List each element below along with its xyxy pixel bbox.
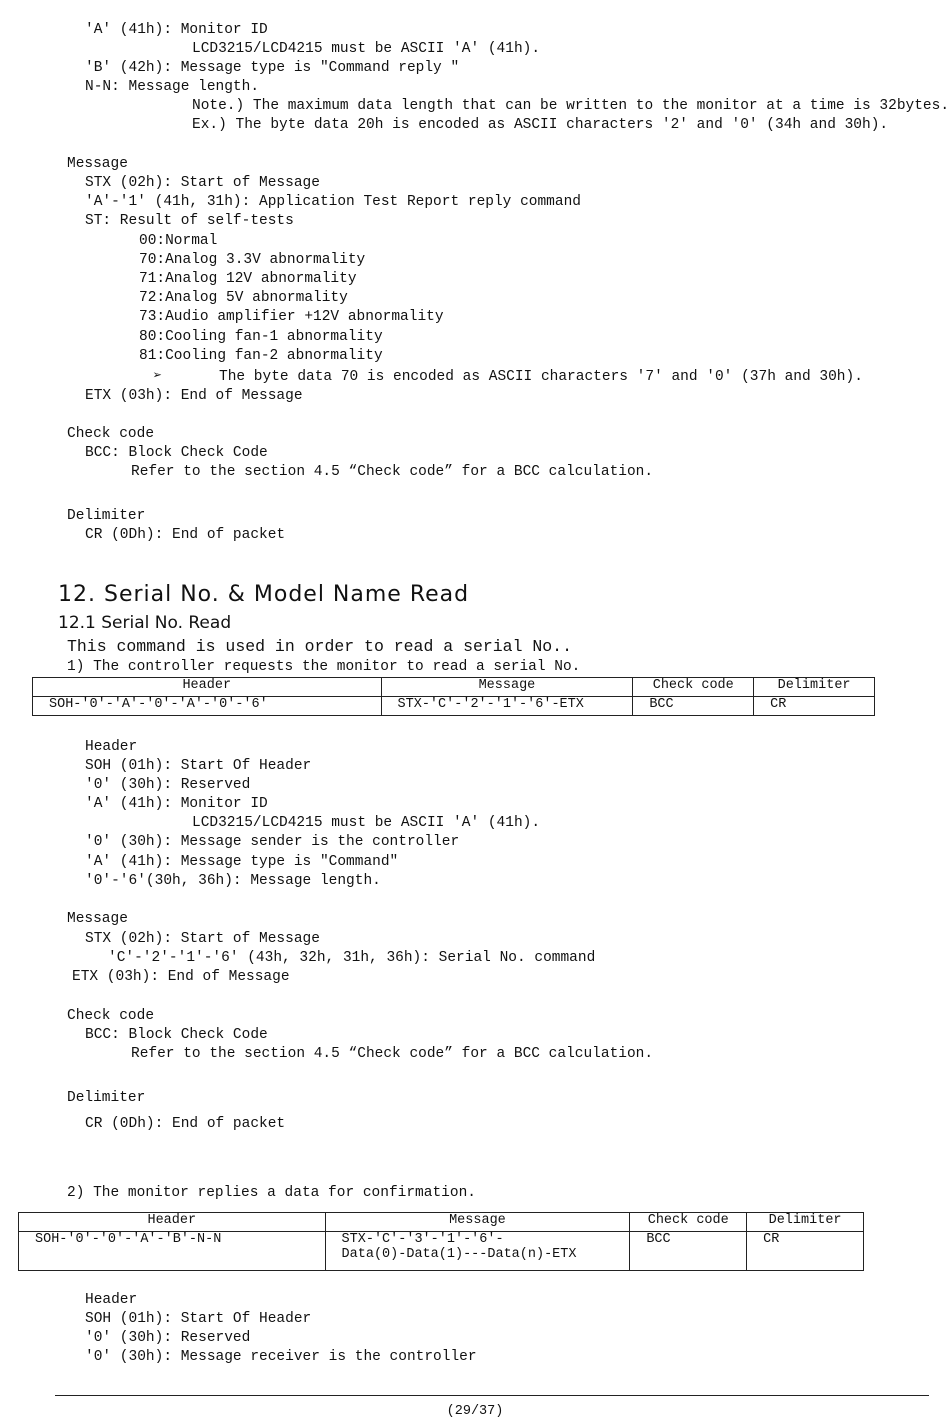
cell-delimiter: CR — [754, 697, 875, 716]
delimiter-label: Delimiter — [67, 508, 146, 524]
cell-check-code: BCC — [633, 697, 754, 716]
col-check-code: Check code — [630, 1213, 747, 1232]
cell-header: SOH-'0'-'A'-'0'-'A'-'0'-'6' — [33, 697, 382, 716]
req-etx-line: ETX (03h): End of Message — [72, 969, 290, 985]
table-header-row — [19, 1213, 864, 1232]
col-message: Message — [381, 678, 633, 697]
rep-receiver-line: '0' (30h): Message receiver is the controller — [85, 1349, 477, 1365]
req-check-code-label: Check code — [67, 1008, 155, 1024]
request-command-table — [32, 677, 875, 716]
table-row — [19, 1232, 864, 1271]
table-row — [33, 697, 875, 716]
arrow-bullet-icon: ➢ — [153, 368, 163, 385]
reply-command-table — [18, 1212, 864, 1271]
bcc-reference: Refer to the section 4.5 “Check code” for a BCC calculation. — [131, 464, 654, 480]
req-cr-line: CR (0Dh): End of packet — [85, 1116, 286, 1132]
result-item: 00:Normal — [139, 233, 218, 249]
req-header-label: Header — [85, 739, 138, 755]
cell-message-line-2: Data(0)-Data(1)---Data(n)-ETX — [341, 1247, 577, 1262]
req-sender-line: '0' (30h): Message sender is the controller — [85, 834, 460, 850]
self-test-line: ST: Result of self-tests — [85, 213, 294, 229]
req-message-length-line: '0'-'6'(30h, 36h): Message length. — [85, 873, 381, 889]
step-1-text: 1) The controller requests the monitor to read a serial No. — [67, 659, 581, 675]
req-stx-line: STX (02h): Start of Message — [85, 931, 320, 947]
cell-header: SOH-'0'-'0'-'A'-'B'-N-N — [19, 1232, 326, 1271]
req-message-label: Message — [67, 911, 128, 927]
max-length-note: Note.) The maximum data length that can be written to the monitor at a time is 32bytes. — [192, 98, 950, 114]
encode-example: Ex.) The byte data 20h is encoded as ASCII characters '2' and '0' (34h and 30h). — [192, 117, 889, 133]
cell-message-line-1: STX-'C'-'3'-'1'-'6'- — [341, 1232, 504, 1247]
req-reserved-line: '0' (30h): Reserved — [85, 777, 251, 793]
cell-check-code: BCC — [630, 1232, 747, 1271]
col-delimiter: Delimiter — [754, 678, 875, 697]
req-message-type-line: 'A' (41h): Message type is "Command" — [85, 854, 399, 870]
result-item: 81:Cooling fan-2 abnormality — [139, 348, 383, 364]
req-monitor-id-note: LCD3215/LCD4215 must be ASCII 'A' (41h). — [192, 815, 541, 831]
etx-line: ETX (03h): End of Message — [85, 388, 303, 404]
col-header: Header — [19, 1213, 326, 1232]
encode-note: The byte data 70 is encoded as ASCII characters '7' and '0' (37h and 30h). — [219, 369, 863, 385]
message-type-line: 'B' (42h): Message type is "Command reply " — [85, 60, 460, 76]
cell-message: STX-'C'-'2'-'1'-'6'-ETX — [381, 697, 633, 716]
check-code-label: Check code — [67, 426, 155, 442]
req-bcc-line: BCC: Block Check Code — [85, 1027, 268, 1043]
req-delimiter-label: Delimiter — [67, 1090, 146, 1106]
footer-divider — [55, 1395, 929, 1396]
col-delimiter: Delimiter — [747, 1213, 864, 1232]
rep-header-label: Header — [85, 1292, 138, 1308]
rep-reserved-line: '0' (30h): Reserved — [85, 1330, 251, 1346]
message-label: Message — [67, 156, 128, 172]
a1-command-line: 'A'-'1' (41h, 31h): Application Test Report reply command — [85, 194, 581, 210]
req-soh-line: SOH (01h): Start Of Header — [85, 758, 312, 774]
section-title: 12. Serial No. & Model Name Read — [58, 582, 470, 607]
cr-line: CR (0Dh): End of packet — [85, 527, 286, 543]
page-number: (29/37) — [446, 1404, 504, 1419]
cell-delimiter: CR — [747, 1232, 864, 1271]
result-item: 72:Analog 5V abnormality — [139, 290, 348, 306]
result-item: 80:Cooling fan-1 abnormality — [139, 329, 383, 345]
cell-message — [325, 1232, 630, 1271]
req-monitor-id-line: 'A' (41h): Monitor ID — [85, 796, 268, 812]
req-serial-command-line: 'C'-'2'-'1'-'6' (43h, 32h, 31h, 36h): Serial No. command — [108, 950, 596, 966]
result-item: 71:Analog 12V abnormality — [139, 271, 357, 287]
section-intro: This command is used in order to read a serial No.. — [67, 637, 572, 656]
result-item: 73:Audio amplifier +12V abnormality — [139, 309, 444, 325]
col-header: Header — [33, 678, 382, 697]
result-item: 70:Analog 3.3V abnormality — [139, 252, 366, 268]
message-length-line: N-N: Message length. — [85, 79, 260, 95]
req-bcc-reference: Refer to the section 4.5 “Check code” for a BCC calculation. — [131, 1046, 654, 1062]
stx-line: STX (02h): Start of Message — [85, 175, 320, 191]
col-message: Message — [325, 1213, 630, 1232]
col-check-code: Check code — [633, 678, 754, 697]
bcc-line: BCC: Block Check Code — [85, 445, 268, 461]
rep-soh-line: SOH (01h): Start Of Header — [85, 1311, 312, 1327]
step-2-text: 2) The monitor replies a data for confirmation. — [67, 1185, 476, 1201]
table-header-row — [33, 678, 875, 697]
monitor-id-line: 'A' (41h): Monitor ID — [85, 22, 268, 38]
subsection-title: 12.1 Serial No. Read — [58, 613, 232, 633]
monitor-id-note: LCD3215/LCD4215 must be ASCII 'A' (41h). — [192, 41, 541, 57]
